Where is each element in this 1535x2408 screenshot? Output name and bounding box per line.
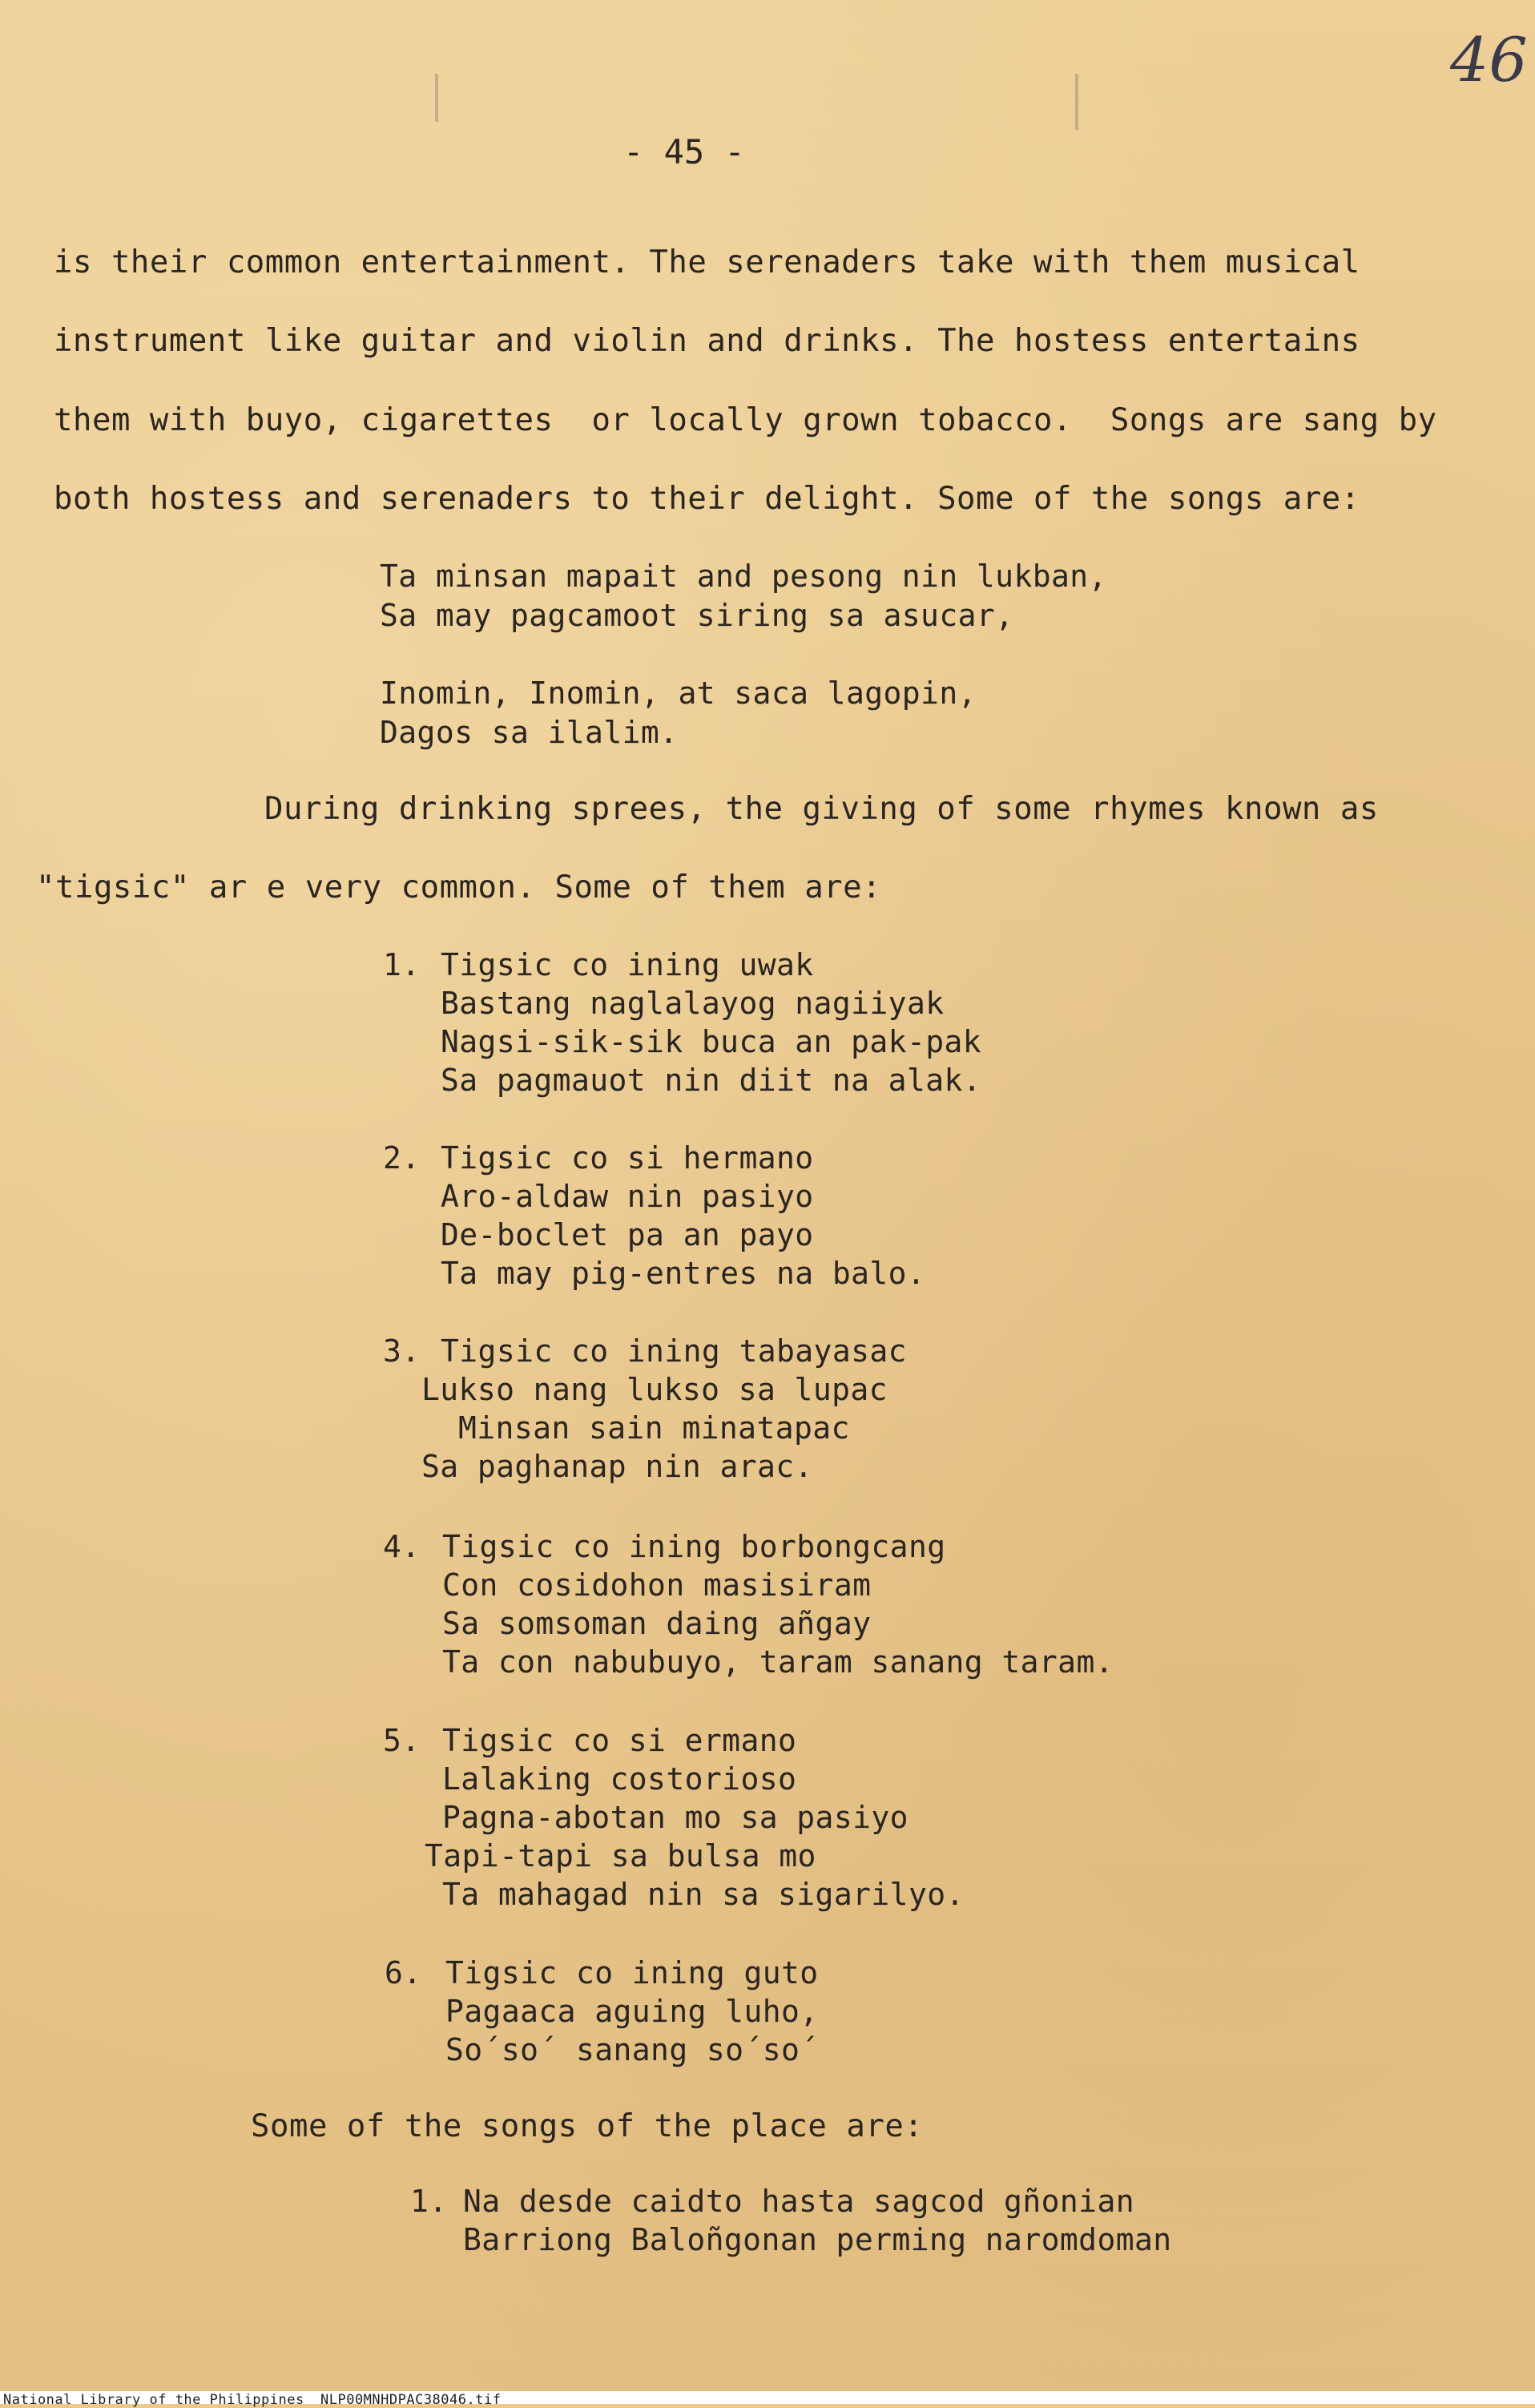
tigsic-number: 5. xyxy=(383,1723,421,1758)
tigsic-6-line-3: So´so´ sanang so´so´ xyxy=(445,2032,819,2067)
place-song-number: 1. xyxy=(410,2184,448,2219)
tigsic-2-line-4: Ta may pig-entres na balo. xyxy=(441,1256,926,1291)
tigsic-number: 4. xyxy=(383,1529,421,1564)
tigsic-5-line-3: Pagna-abotan mo sa pasiyo xyxy=(442,1800,909,1835)
tigsic-number: 6. xyxy=(385,1955,422,1991)
tigsic-3-line-3: Minsan sain minatapac xyxy=(458,1410,850,1446)
tigsic-1-line-1: Tigsic co ining uwak xyxy=(441,947,814,982)
tigsic-2-line-2: Aro-aldaw nin pasiyo xyxy=(441,1179,814,1214)
body-paragraph-1-line-2: instrument like guitar and violin and drinks. The hostess entertains xyxy=(54,323,1360,359)
footer-file-id: NLP00MNHDPAC38046.tif xyxy=(320,2392,502,2408)
tigsic-1-line-3: Nagsi-sik-sik buca an pak-pak xyxy=(441,1024,982,1059)
song-verse-1-line-1: Ta minsan mapait and pesong nin lukban, xyxy=(380,559,1107,594)
tigsic-5-line-2: Lalaking costorioso xyxy=(442,1761,797,1797)
tigsic-1-line-4: Sa pagmauot nin diit na alak. xyxy=(441,1063,982,1098)
tigsic-number: 1. xyxy=(383,947,421,982)
tigsic-6-line-1: Tigsic co ining guto xyxy=(445,1955,819,1991)
place-song-1-line-2: Barriong Baloñgonan perming naromdoman xyxy=(463,2222,1172,2257)
place-song-1-line-1: Na desde caidto hasta sagcod gñonian xyxy=(463,2184,1135,2219)
tigsic-4-line-1: Tigsic co ining borbongcang xyxy=(442,1529,946,1564)
footer-library-name: National Library of the Philippines xyxy=(3,2392,304,2408)
tigsic-3-line-4: Sa paghanap nin arac. xyxy=(421,1449,813,1484)
tigsic-number: 3. xyxy=(383,1333,421,1369)
songs-intro: Some of the songs of the place are: xyxy=(251,2108,924,2144)
tigsic-2-line-1: Tigsic co si hermano xyxy=(441,1140,814,1176)
tigsic-5-line-5: Ta mahagad nin sa sigarilyo. xyxy=(442,1877,965,1912)
body-paragraph-2-line-2: "tigsic" ar e very common. Some of them are: xyxy=(36,869,882,906)
body-paragraph-1-line-3: them with buyo, cigarettes or locally grown tobacco. Songs are sang by xyxy=(54,402,1437,438)
tigsic-4-line-4: Ta con nabubuyo, taram sanang taram. xyxy=(442,1644,1114,1680)
binding-mark-left xyxy=(435,74,438,122)
tigsic-2-line-3: De-boclet pa an payo xyxy=(441,1217,814,1252)
song-verse-2-line-2: Dagos sa ilalim. xyxy=(380,715,679,750)
tigsic-3-line-1: Tigsic co ining tabayasac xyxy=(441,1333,907,1369)
tigsic-5-line-1: Tigsic co si ermano xyxy=(442,1723,797,1758)
body-paragraph-2-line-1: During drinking sprees, the giving of some rhymes known as xyxy=(264,791,1379,827)
tigsic-4-line-2: Con cosidohon masisiram xyxy=(442,1567,872,1603)
body-paragraph-1-line-1: is their common entertainment. The serenaders take with them musical xyxy=(54,244,1360,280)
song-verse-1-line-2: Sa may pagcamoot siring sa asucar, xyxy=(380,598,1014,633)
page-number: - 45 - xyxy=(623,132,745,171)
tigsic-number: 2. xyxy=(383,1140,421,1176)
tigsic-6-line-2: Pagaaca aguing luho, xyxy=(445,1994,819,2029)
tigsic-1-line-2: Bastang naglalayog nagiiyak xyxy=(441,986,945,1021)
body-paragraph-1-line-4: both hostess and serenaders to their delight. Some of the songs are: xyxy=(54,481,1360,517)
folio-number: 46 xyxy=(1450,24,1528,95)
tigsic-3-line-2: Lukso nang lukso sa lupac xyxy=(421,1372,888,1407)
binding-mark-right xyxy=(1075,74,1078,130)
song-verse-2-line-1: Inomin, Inomin, at saca lagopin, xyxy=(380,676,977,711)
tigsic-4-line-3: Sa somsoman daing añgay xyxy=(442,1606,872,1641)
tigsic-5-line-4: Tapi-tapi sa bulsa mo xyxy=(425,1838,816,1874)
